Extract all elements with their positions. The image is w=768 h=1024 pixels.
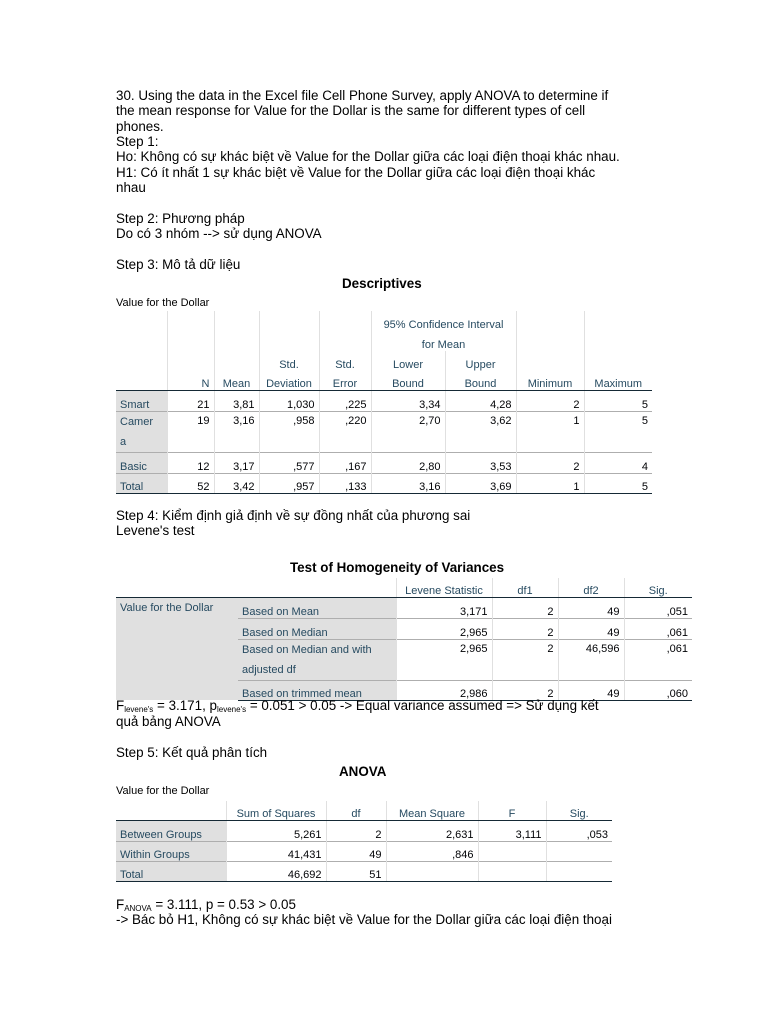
- header-df: df: [326, 801, 386, 820]
- cell-mean: 3,16: [214, 411, 259, 452]
- row-label: Based on Mean: [238, 597, 396, 618]
- header-df2: df2: [558, 578, 624, 597]
- cell-se: ,225: [319, 390, 371, 411]
- cell-mean: 3,17: [214, 452, 259, 473]
- header-sig: Sig.: [624, 578, 692, 597]
- cell-max: 4: [584, 452, 652, 473]
- header-std-err-1: Std.: [319, 351, 371, 371]
- cell-n: 19: [167, 411, 214, 452]
- cell-sd: 1,030: [259, 390, 319, 411]
- cell-df: 2: [326, 820, 386, 841]
- cell-min: 2: [516, 390, 584, 411]
- header-f: F: [478, 801, 546, 820]
- descriptives-table: [116, 311, 652, 494]
- row-label: Total: [116, 473, 167, 493]
- cell-sd: ,957: [259, 473, 319, 493]
- cell-lower: 3,34: [371, 390, 445, 411]
- cell-f: 3,111: [478, 820, 546, 841]
- step4-heading: Step 4: Kiểm định giả định về sự đồng nhất của phương sai: [116, 508, 471, 523]
- header-upper-2: Bound: [445, 371, 516, 390]
- alt-hypothesis-line-1: H1: Có ít nhất 1 sự khác biệt về Value for the Dollar giữa các loại điện thoại khác: [116, 165, 596, 180]
- step3-heading: Step 3: Mô tả dữ liệu: [116, 257, 241, 272]
- cell-ms: [386, 861, 478, 881]
- row-label: Based on Median: [238, 618, 396, 639]
- step4-subheading: Levene's test: [116, 523, 195, 538]
- header-upper-1: Upper: [445, 351, 516, 371]
- cell-ss: 5,261: [226, 820, 326, 841]
- step1-heading: Step 1:: [116, 134, 159, 149]
- cell-ms: ,846: [386, 841, 478, 861]
- cell-se: ,167: [319, 452, 371, 473]
- cell-max: 5: [584, 390, 652, 411]
- levene-result-line-1: $F_{levene's} = 3.171$, $p_{levene's} = 0.051 > 0.05$ -> Equal variance assumed => Sử dụng kết: [116, 698, 599, 714]
- row-label: Between Groups: [116, 820, 226, 841]
- cell-sig: ,053: [546, 820, 612, 841]
- cell-min: 1: [516, 473, 584, 493]
- levene-result-line-2: quả bảng ANOVA: [116, 714, 221, 729]
- header-df1: df1: [492, 578, 558, 597]
- table-row: [116, 452, 652, 473]
- header-maximum: Maximum: [584, 371, 652, 390]
- step2-heading: Step 2: Phương pháp: [116, 211, 245, 226]
- cell-sig: ,061: [624, 639, 692, 680]
- alt-hypothesis-line-2: nhau: [116, 180, 146, 195]
- header-std-dev-2: Deviation: [259, 371, 319, 390]
- row-label: Camer a: [116, 411, 167, 452]
- cell-n: 21: [167, 390, 214, 411]
- cell-lower: 2,80: [371, 452, 445, 473]
- cell-se: ,220: [319, 411, 371, 452]
- cell-lower: 3,16: [371, 473, 445, 493]
- header-lower-1: Lower: [371, 351, 445, 371]
- question-line-2: the mean response for Value for the Dollar is the same for different types of cell: [116, 103, 586, 118]
- cell-sd: ,577: [259, 452, 319, 473]
- row-label: Based on Median and with adjusted df: [238, 639, 396, 680]
- table-row: [116, 390, 652, 411]
- cell-df2: 49: [558, 618, 624, 639]
- cell-se: ,133: [319, 473, 371, 493]
- cell-df1: 2: [492, 639, 558, 680]
- cell-sd: ,958: [259, 411, 319, 452]
- cell-mean: 3,81: [214, 390, 259, 411]
- conclusion-line-2: -> Bác bỏ H1, Không có sự khác biệt về Value for the Dollar giữa các loại điện thoại: [116, 912, 612, 927]
- cell-df1: 2: [492, 680, 558, 700]
- cell-lower: 2,70: [371, 411, 445, 452]
- table-row: [116, 841, 612, 861]
- header-mean-square: Mean Square: [386, 801, 478, 820]
- cell-df: 51: [326, 861, 386, 881]
- step5-heading: Step 5: Kết quả phân tích: [116, 745, 268, 760]
- table-row: [116, 473, 652, 493]
- cell-f: [478, 861, 546, 881]
- cell-stat: 2,986: [396, 680, 492, 700]
- anova-title: ANOVA: [339, 764, 387, 779]
- step2-text: Do có 3 nhóm --> sử dụng ANOVA: [116, 226, 322, 241]
- ci-header-1: 95% Confidence Interval: [371, 311, 516, 331]
- cell-upper: 4,28: [445, 390, 516, 411]
- header-sig: Sig.: [546, 801, 612, 820]
- row-label: Total: [116, 861, 226, 881]
- cell-f: [478, 841, 546, 861]
- cell-stat: 3,171: [396, 597, 492, 618]
- cell-stat: 2,965: [396, 618, 492, 639]
- cell-min: 2: [516, 452, 584, 473]
- cell-sig: ,061: [624, 618, 692, 639]
- cell-upper: 3,53: [445, 452, 516, 473]
- cell-upper: 3,62: [445, 411, 516, 452]
- descriptives-subtitle: Value for the Dollar: [116, 297, 210, 309]
- cell-min: 1: [516, 411, 584, 452]
- conclusion-line-1: $F_{ANOVA} = 3.111$, p = 0.53 > 0.05: [116, 897, 296, 913]
- table-row: [116, 597, 692, 618]
- row-label: Smart: [116, 390, 167, 411]
- null-hypothesis: Ho: Không có sự khác biệt về Value for the Dollar giữa các loại điện thoại khác nhau.: [116, 149, 620, 164]
- anova-subtitle: Value for the Dollar: [116, 785, 210, 797]
- cell-stat: 2,965: [396, 639, 492, 680]
- cell-df1: 2: [492, 618, 558, 639]
- cell-ss: 41,431: [226, 841, 326, 861]
- cell-max: 5: [584, 411, 652, 452]
- cell-df2: 49: [558, 597, 624, 618]
- question-line-1: 30. Using the data in the Excel file Cell Phone Survey, apply ANOVA to determine if: [116, 88, 609, 103]
- cell-df2: 49: [558, 680, 624, 700]
- question-line-3: phones.: [116, 119, 164, 134]
- cell-n: 52: [167, 473, 214, 493]
- header-levene-stat: Levene Statistic: [396, 578, 492, 597]
- ci-header-2: for Mean: [371, 331, 516, 351]
- cell-upper: 3,69: [445, 473, 516, 493]
- header-n: N: [167, 371, 214, 390]
- header-std-dev-1: Std.: [259, 351, 319, 371]
- homogeneity-table: [116, 578, 692, 701]
- homogeneity-title: Test of Homogeneity of Variances: [290, 560, 505, 575]
- cell-df2: 46,596: [558, 639, 624, 680]
- cell-sig: [546, 861, 612, 881]
- cell-max: 5: [584, 473, 652, 493]
- cell-n: 12: [167, 452, 214, 473]
- table-row: [116, 820, 612, 841]
- cell-ms: 2,631: [386, 820, 478, 841]
- table-row: [116, 861, 612, 881]
- cell-df: 49: [326, 841, 386, 861]
- homogeneity-group-label: Value for the Dollar: [116, 597, 238, 700]
- cell-ss: 46,692: [226, 861, 326, 881]
- row-label: Basic: [116, 452, 167, 473]
- row-label: Based on trimmed mean: [238, 680, 396, 700]
- cell-sig: ,051: [624, 597, 692, 618]
- header-minimum: Minimum: [516, 371, 584, 390]
- cell-df1: 2: [492, 597, 558, 618]
- header-sum-of-squares: Sum of Squares: [226, 801, 326, 820]
- row-label: Within Groups: [116, 841, 226, 861]
- cell-mean: 3,42: [214, 473, 259, 493]
- table-row: [116, 411, 652, 452]
- descriptives-title: Descriptives: [342, 276, 422, 291]
- header-mean: Mean: [214, 371, 259, 390]
- anova-table: [116, 801, 612, 882]
- header-std-err-2: Error: [319, 371, 371, 390]
- cell-sig: ,060: [624, 680, 692, 700]
- cell-sig: [546, 841, 612, 861]
- header-lower-2: Bound: [371, 371, 445, 390]
